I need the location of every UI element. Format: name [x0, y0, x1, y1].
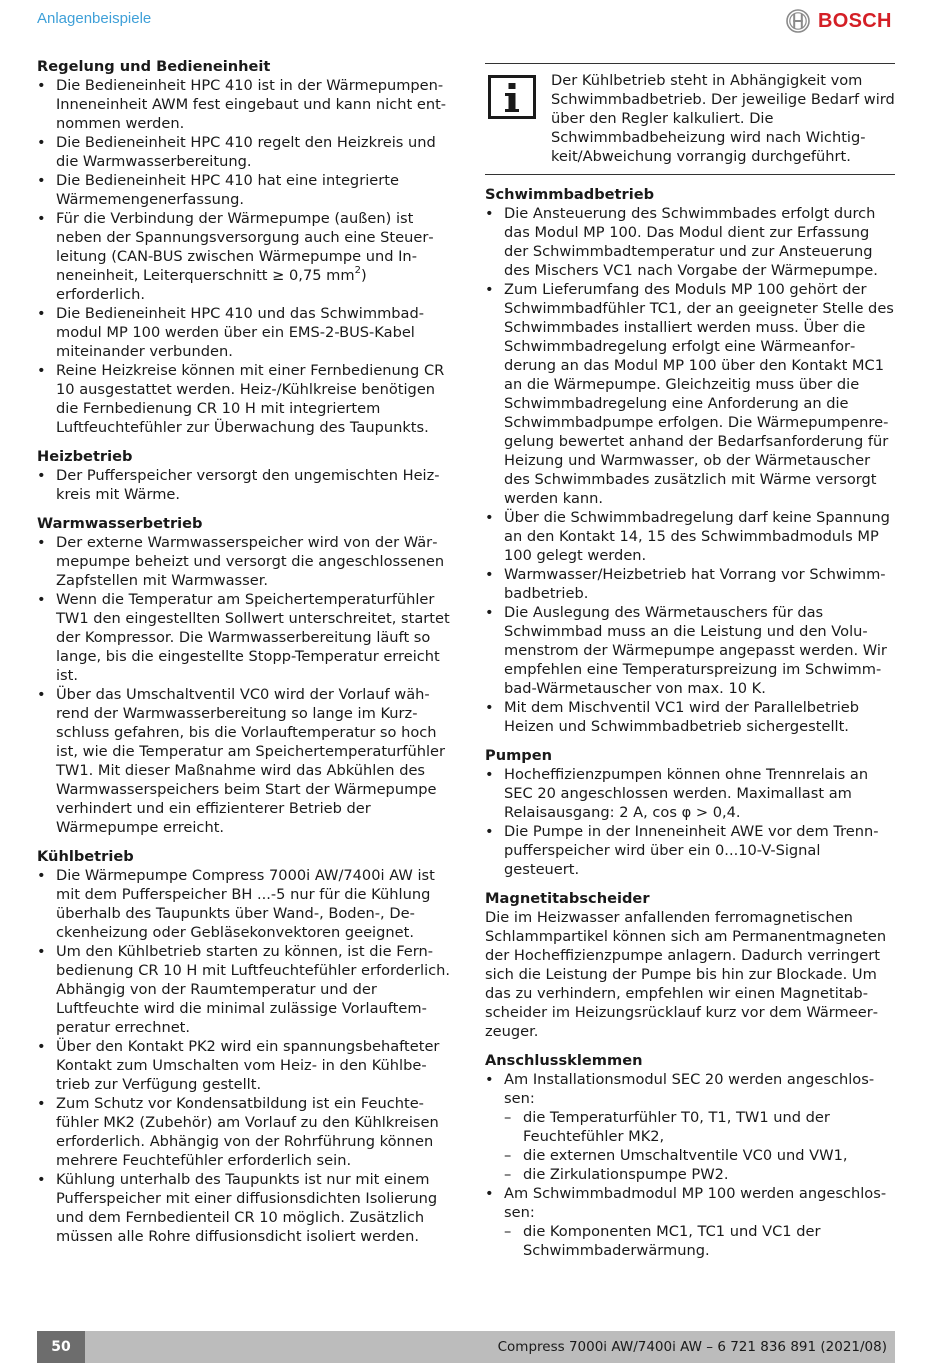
- item-text: Am Installationsmodul SEC 20 werden angeschlossen:: [504, 1071, 875, 1107]
- list-pumpen: [485, 765, 895, 879]
- brand-name: BOSCH: [818, 9, 892, 32]
- sub-list-item: – die Komponenten MC1, TC1 und VC1 der Schwimmbaderwärmung.: [504, 1222, 895, 1260]
- list-item: • Über das Umschaltventil VC0 wird der Vorlauf während der Warmwasserbereitung so lange im Kurzschluss gefahren, bis die Vorlauftemperatur so hoch ist, wie die Temperatur am Speichertemperaturfühler TW1. Mit dieser Maßnahme wird das Abkühlen des Warmwasserspeichers beim Start der Wärmepumpe verhindert und ein effizienterer Betrieb der Wärmepumpe erreicht.: [37, 685, 453, 837]
- list-item: • Der Pufferspeicher versorgt den ungemischten Heizkreis mit Wärme.: [37, 466, 453, 504]
- list-item: [485, 1184, 895, 1260]
- list-item: • Die Bedieneinheit HPC 410 regelt den Heizkreis und die Warmwasserbereitung.: [37, 133, 453, 171]
- info-notice: [485, 63, 895, 175]
- sub-list-item: – die Zirkulationspumpe PW2.: [504, 1165, 895, 1184]
- list-item: • Der externe Warmwasserspeicher wird von der Wärmepumpe beheizt und versorgt die angeschlossenen Zapfstellen mit Warmwasser.: [37, 533, 453, 590]
- right-column: [485, 63, 895, 1260]
- heading-pumpen: Pumpen: [485, 747, 553, 764]
- list-item: • Die Bedieneinheit HPC 410 hat eine integrierte Wärmemengenerfassung.: [37, 171, 453, 209]
- info-text: Der Kühlbetrieb steht in Abhängigkeit vom Schwimmbadbetrieb. Der jeweilige Bedarf wird über den Regler kalkuliert. Die Schwimmbadbeheizung wird nach Wichtigkeit/Abweichung vorrangig durchgeführt.: [551, 72, 895, 165]
- info-icon: [488, 75, 536, 119]
- list-item: • Reine Heizkreise können mit einer Fernbedienung CR 10 ausgestattet werden. Heiz-/Kühlkreise benötigen die Fernbedienung CR 10 H mit integriertem Luftfeuchtefühler zur Überwachung des Taupunkts.: [37, 361, 453, 437]
- list-item: • Die Auslegung des Wärmetauschers für das Schwimmbad muss an die Leistung und den Volumenstrom der Wärmepumpe angepasst werden. Wir empfehlen eine Temperaturspreizung im Schwimmbad-Wärmetauscher von max. 10 K.: [485, 603, 895, 698]
- list-item: [485, 1070, 895, 1184]
- list-item: • Um den Kühlbetrieb starten zu können, ist die Fernbedienung CR 10 H mit Luftfeuchtefühler erforderlich. Abhängig von der Raumtemperatur und der Luftfeuchte wird die minimal zulässige Vorlauftemperatur errechnet.: [37, 942, 453, 1037]
- list-schwimmbadbetrieb: [485, 204, 895, 736]
- list-heizbetrieb: [37, 466, 453, 504]
- list-item: • Die Bedieneinheit HPC 410 ist in der Wärmepumpen-Inneneinheit AWM fest eingebaut und kann nicht entnommen werden.: [37, 76, 453, 133]
- heading-schwimmbadbetrieb: Schwimmbadbetrieb: [485, 186, 655, 203]
- sub-list-item: – die externen Umschaltventile VC0 und VW1,: [504, 1146, 895, 1165]
- list-item: • Über den Kontakt PK2 wird ein spannungsbehafteter Kontakt zum Umschalten vom Heiz- in den Kühlbetrieb zur Verfügung gestellt.: [37, 1037, 453, 1094]
- list-item: • Hocheffizienzpumpen können ohne Trennrelais an SEC 20 angeschlossen werden. Maximallast am Relaisausgang: 2 A, cos φ > 0,4.: [485, 765, 895, 822]
- heading-regelung: Regelung und Bedieneinheit: [37, 58, 271, 75]
- item-text: Für die Verbindung der Wärmepumpe (außen) ist neben der Spannungsversorgung auch eine Steuerleitung (CAN-BUS zwischen Wärmepumpe und Inneneinheit, Leiterquerschnitt ≥ 0,75 mm: [56, 210, 434, 284]
- page-header: [0, 0, 950, 40]
- item-text: Am Schwimmbadmodul MP 100 werden angeschlossen:: [504, 1185, 887, 1221]
- list-kuehlbetrieb: [37, 866, 453, 1246]
- left-column: [37, 55, 453, 1246]
- heading-warmwasserbetrieb: Warmwasserbetrieb: [37, 515, 203, 532]
- list-item: • Zum Lieferumfang des Moduls MP 100 gehört der Schwimmbadfühler TC1, der an geeigneter Stelle des Schwimmbades installiert werden muss. Über die Schwimmbadregelung erfolgt eine Wärmeanforderung an das Modul MP 100 über den Kontakt MC1 an die Wärmepumpe. Gleichzeitig muss über die Schwimmbadregelung eine Anforderung an die Schwimmbadpumpe erfolgen. Die Wärmepumpenregelung bewertet anhand der Bedarfsanforderung für Heizung und Warmwasser, ob der Wärmetauscher des Schwimmbades zusätzlich mit Wärme versorgt werden kann.: [485, 280, 895, 508]
- heading-heizbetrieb: Heizbetrieb: [37, 448, 133, 465]
- sublist-mp100: [504, 1222, 895, 1260]
- sublist-sec20: [504, 1108, 895, 1184]
- list-item: • Mit dem Mischventil VC1 wird der Parallelbetrieb Heizen und Schwimmbadbetrieb sichergestellt.: [485, 698, 895, 736]
- list-item: • Wenn die Temperatur am Speichertemperaturfühler TW1 den eingestellten Sollwert unterschreitet, startet der Kompressor. Die Warmwasserbereitung läuft so lange, bis die eingestellte Stopp-Temperatur erreicht ist.: [37, 590, 453, 685]
- list-item: [37, 209, 453, 304]
- heading-magnetitabscheider: Magnetitabscheider: [485, 890, 650, 907]
- list-anschlussklemmen: [485, 1070, 895, 1260]
- list-regelung: [37, 76, 453, 437]
- list-item: • Die Ansteuerung des Schwimmbades erfolgt durch das Modul MP 100. Das Modul dient zur Erfassung der Schwimmbadtemperatur und zur Ansteuerung des Mischers VC1 nach Vorgabe der Wärmepumpe.: [485, 204, 895, 280]
- paragraph-magnetitabscheider: Die im Heizwasser anfallenden ferromagnetischen Schlammpartikel können sich am Permanentmagneten der Hocheffizienzpumpe anlagern. Dadurch verringert sich die Leistung der Pumpe bis hin zur Blockade. Um das zu verhindern, empfehlen wir einen Magnetitabscheider im Heizungsrücklauf kurz vor dem Wärmeerzeuger.: [485, 909, 887, 1040]
- sub-list-item: – die Temperaturfühler T0, T1, TW1 und der Feuchtefühler MK2,: [504, 1108, 895, 1146]
- superscript: 2: [354, 265, 361, 277]
- heading-kuehlbetrieb: Kühlbetrieb: [37, 848, 134, 865]
- list-item: • Die Wärmepumpe Compress 7000i AW/7400i AW ist mit dem Pufferspeicher BH ...-5 nur für die Kühlung überhalb des Taupunkts über Wand-, Boden-, Deckenheizung oder Gebläsekonvektoren geeignet.: [37, 866, 453, 942]
- list-item: • Kühlung unterhalb des Taupunkts ist nur mit einem Pufferspeicher mit einer diffusionsdichten Isolierung und dem Fernbedienteil CR 10 möglich. Zusätzlich müssen alle Rohre diffusionsdicht isoliert werden.: [37, 1170, 453, 1246]
- list-item: • Über die Schwimmbadregelung darf keine Spannung an den Kontakt 14, 15 des Schwimmbadmoduls MP 100 gelegt werden.: [485, 508, 895, 565]
- page-footer: [37, 1331, 895, 1363]
- heading-anschlussklemmen: Anschlussklemmen: [485, 1052, 643, 1069]
- item-text-tail: ) erforderlich.: [56, 267, 367, 303]
- list-item: • Die Pumpe in der Inneneinheit AWE vor dem Trennpufferspeicher wird über ein 0...10-V-Signal gesteuert.: [485, 822, 895, 879]
- bosch-armature-icon: [786, 9, 810, 33]
- list-item: • Warmwasser/Heizbetrieb hat Vorrang vor Schwimmbadbetrieb.: [485, 565, 895, 603]
- list-item: • Die Bedieneinheit HPC 410 und das Schwimmbadmodul MP 100 werden über ein EMS-2-BUS-Kabel miteinander verbunden.: [37, 304, 453, 361]
- section-label: Anlagenbeispiele: [37, 10, 152, 27]
- document-reference: Compress 7000i AW/7400i AW – 6 721 836 891 (2021/08): [497, 1339, 887, 1355]
- list-item: • Zum Schutz vor Kondensatbildung ist ein Feuchtefühler MK2 (Zubehör) am Vorlauf zu den Kühlkreisen erforderlich. Abhängig von der Rohrführung können mehrere Feuchtefühler erforderlich sein.: [37, 1094, 453, 1170]
- page-number: 50: [37, 1331, 85, 1363]
- list-warmwasserbetrieb: [37, 533, 453, 837]
- bosch-logo: [786, 8, 892, 34]
